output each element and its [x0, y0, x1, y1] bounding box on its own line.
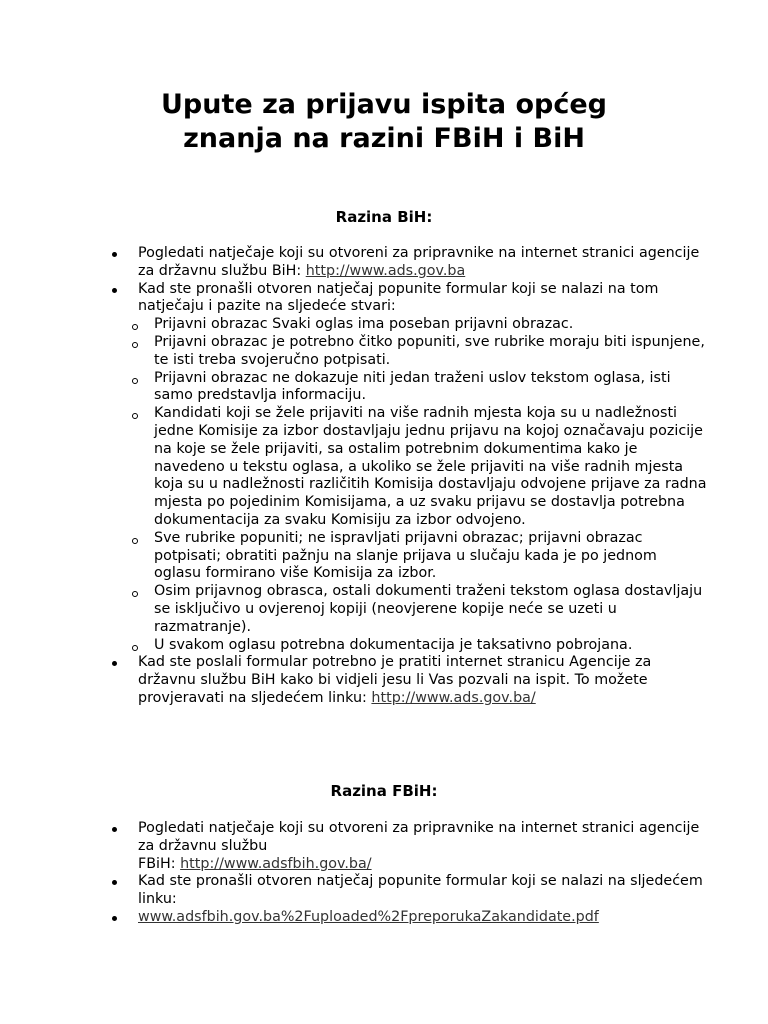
bullet-icon [112, 880, 117, 885]
sub-item-text: Kandidati koji se žele prijaviti na više radnih mjesta koja su u nadležnosti jedne Komisije za izbor dostavljaju jednu prijavu na kojoj označavaju pozicije na koje se žele prijaviti, sa ostalim potrebnim dokumentima kako je navedeno u tekstu oglasa, a ukoliko se žele prijaviti na više radnih mjesta koja su u nadležnosti različitih Komisija dostavljaju odvojene prijave za radna mjesta po pojedinim Komisijama, a uz svaku prijavu se dostavlja potrebna dokumentacija za svaku Komisiju za izbor odvojeno. [154, 405, 707, 528]
sub-item-text: Prijavni obrazac ne dokazuje niti jedan traženi uslov tekstom oglasa, isti samo predstavlja informaciju. [154, 369, 671, 404]
sub-list-item [108, 637, 708, 655]
list-item [108, 909, 708, 927]
sub-bullet-icon [132, 378, 138, 384]
sub-bullet-icon [132, 538, 138, 544]
list-item [108, 654, 708, 707]
sub-bullet-icon [132, 645, 138, 651]
sub-item-text: Sve rubrike popuniti; ne ispravljati prijavni obrazac; prijavni obrazac potpisati; obratiti pažnju na slanje prijava u slučaju kada je po jednom oglasu formirano više Komisija za izbor. [154, 529, 657, 582]
list-item-text: Pogledati natječaje koji su otvoreni za pripravnike na internet stranici agencije za državnu službu [138, 820, 700, 854]
section-heading-bih: Razina BiH: [335, 208, 433, 226]
bullet-icon [112, 661, 117, 666]
sub-item-text: Osim prijavnog obrasca, ostali dokumenti traženi tekstom oglasa dostavljaju se isključivo u ovjerenoj kopiji (neovjerene kopije neće se uzeti u razmatranje). [154, 583, 703, 635]
list-item [108, 820, 708, 873]
sub-list-item [108, 405, 708, 530]
list-item-text: Pogledati natječaje koji su otvoreni za pripravnike na internet stranici agencije za državnu službu BiH: [138, 245, 700, 279]
list-item-text: Kad ste pronašli otvoren natječaj popunite formular koji se nalazi na tom natječaju i pazite na sljedeće stvari: [138, 280, 659, 315]
ads-results-link[interactable]: http://www.ads.gov.ba/ [371, 689, 536, 706]
sub-item-text: Prijavni obrazac Svaki oglas ima poseban prijavni obrazac. [154, 316, 574, 333]
sub-list-item [108, 370, 708, 406]
title-line-2: znanja na razini FBiH i BiH [183, 123, 585, 154]
bih-instructions-list [108, 245, 708, 708]
sub-bullet-icon [132, 342, 138, 348]
sub-item-text: U svakom oglasu potrebna dokumentacija je taksativno pobrojana. [154, 636, 633, 653]
ads-link[interactable]: http://www.ads.gov.ba [305, 262, 466, 279]
sub-bullet-icon [132, 413, 138, 419]
sub-list-item [108, 334, 708, 370]
section-heading-fbih: Razina FBiH: [330, 782, 438, 800]
list-item [108, 281, 708, 317]
list-item-text: Kad ste pronašli otvoren natječaj popunite formular koji se nalazi na sljedećem linku: [138, 873, 703, 908]
page-title [0, 88, 768, 156]
list-item-text: Kad ste poslali formular potrebno je pratiti internet stranicu Agencije za državnu službu BiH kako bi vidjeli jesu li Vas pozvali na ispit. To možete provjeravati na sljedećem linku: [138, 654, 652, 706]
sub-bullet-icon [132, 324, 138, 330]
sub-bullet-icon [132, 591, 138, 597]
list-item-text: FBiH: [138, 855, 181, 872]
list-item [108, 873, 708, 909]
bullet-icon [112, 288, 117, 293]
sub-list-item [108, 583, 708, 636]
recommendation-pdf-link[interactable]: www.adsfbih.gov.ba%2Fuploaded%2FpreporukaZakandidate.pdf [138, 908, 599, 925]
bullet-icon [112, 916, 117, 921]
sub-item-text: Prijavni obrazac je potrebno čitko popuniti, sve rubrike moraju biti ispunjene, te isti treba svojeručno potpisati. [154, 333, 705, 368]
adsfbih-link[interactable]: http://www.adsfbih.gov.ba/ [180, 855, 372, 872]
requirements-sub-list [108, 316, 708, 654]
bullet-icon [112, 252, 117, 257]
list-item [108, 245, 708, 281]
bullet-icon [112, 827, 117, 832]
sub-list-item [108, 530, 708, 583]
sub-list-item [108, 316, 708, 334]
title-line-1: Upute za prijavu ispita općeg [161, 89, 607, 120]
fbih-instructions-list [108, 820, 708, 927]
